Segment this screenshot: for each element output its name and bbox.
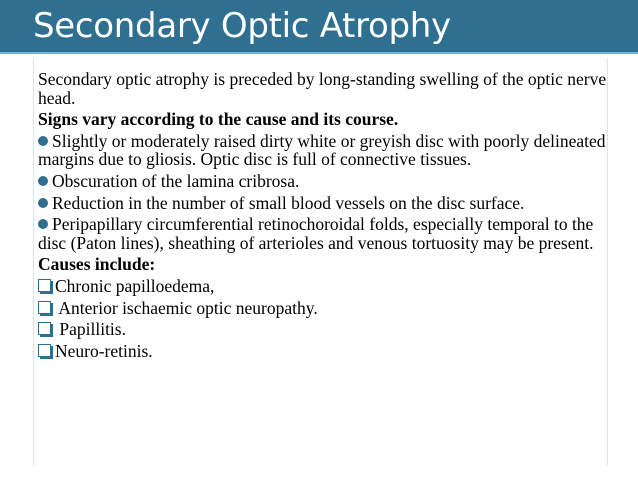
list-item (38, 342, 610, 361)
checkbox-square-icon (38, 344, 51, 357)
checkbox-square-icon (38, 322, 51, 335)
checkbox-square-icon (38, 301, 51, 314)
cause-text: Anterior ischaemic optic neuropathy. (55, 297, 318, 318)
list-item (38, 172, 610, 191)
bullet-icon (38, 176, 48, 186)
cause-text: Papillitis. (55, 319, 126, 340)
slide-title: Secondary Optic Atrophy (33, 6, 451, 46)
causes-heading: Causes include: (38, 254, 156, 275)
signs-heading: Signs vary according to the cause and its course. (38, 109, 399, 130)
list-item (38, 277, 610, 296)
slide-body (38, 70, 610, 363)
sign-text: Peripapillary circumferential retinochoroidal folds, especially temporal to the disc (Paton lines), sheathing of arterioles and venous tortuosity may be present. (38, 214, 594, 253)
list-item (38, 299, 610, 318)
intro-text: Secondary optic atrophy is preceded by long-standing swelling of the optic nerve head. (38, 69, 607, 108)
bullet-icon (38, 219, 48, 229)
list-item (38, 132, 610, 169)
cause-text: Neuro-retinis. (55, 340, 153, 361)
list-item (38, 320, 610, 339)
bullet-icon (38, 198, 48, 208)
sign-text: Obscuration of the lamina cribrosa. (52, 170, 300, 191)
sign-text: Reduction in the number of small blood vessels on the disc surface. (52, 192, 525, 213)
checkbox-square-icon (38, 279, 51, 292)
cause-text: Chronic papilloedema, (55, 275, 215, 296)
list-item (38, 215, 610, 252)
list-item (38, 194, 610, 213)
sign-text: Slightly or moderately raised dirty white or greyish disc with poorly delineated margins due to gliosis. Optic disc is full of connective tissues. (38, 130, 606, 170)
bullet-icon (38, 136, 48, 146)
